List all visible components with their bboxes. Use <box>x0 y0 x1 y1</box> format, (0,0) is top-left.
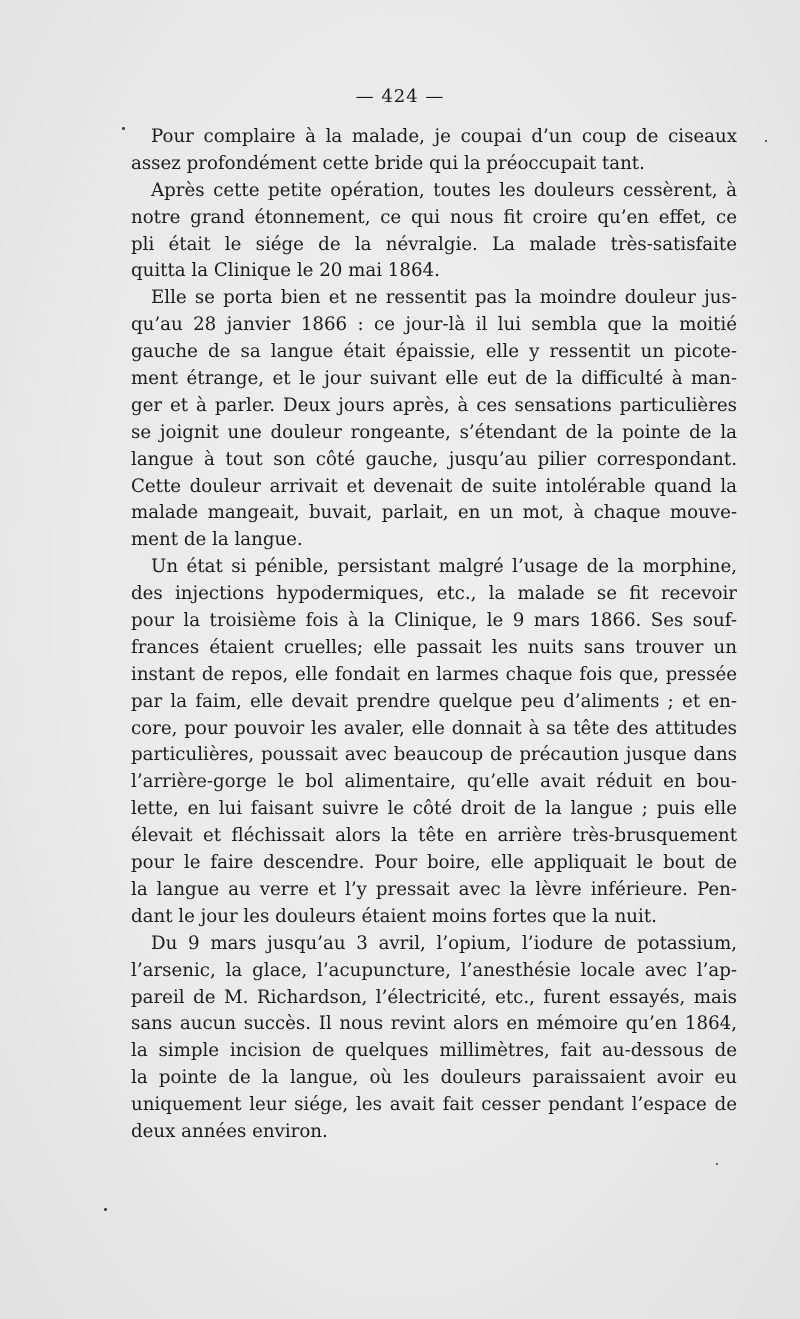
paragraph-2 <box>131 178 737 286</box>
text-line: deux années environ. <box>131 1120 328 1142</box>
text-line: Un état si pénible, persistant malgré l’usage de la morphine, <box>151 556 737 578</box>
text-line: des injections hypodermiques, etc., la malade se fit recevoir <box>131 583 737 605</box>
text-line: l’arsenic, la glace, l’acupuncture, l’anesthésie locale avec l’ap- <box>131 959 737 981</box>
paragraph-5 <box>131 931 737 1146</box>
text-line: Cette douleur arrivait et devenait de suite intolérable quand la <box>131 475 737 497</box>
text-line: notre grand étonnement, ce qui nous fit croire qu’en effet, ce <box>131 206 737 228</box>
scan-speck <box>716 1163 718 1165</box>
scan-speck <box>104 1208 107 1211</box>
text-line: ger et à parler. Deux jours après, à ces sensations particulières <box>131 394 737 416</box>
text-line: gauche de sa langue était épaissie, elle y ressentit un picote- <box>131 341 737 363</box>
paragraph-4 <box>131 554 737 930</box>
text-line: sans aucun succès. Il nous revint alors en mémoire qu’en 1864, <box>131 1013 737 1035</box>
text-line: Elle se porta bien et ne ressentit pas la moindre douleur jus- <box>151 287 737 309</box>
text-line: lette, en lui faisant suivre le côté droit de la langue ; puis elle <box>131 798 737 820</box>
text-line: instant de repos, elle fondait en larmes chaque fois que, pressée <box>131 663 737 685</box>
page-number: — 424 — <box>355 86 445 107</box>
text-line: pour la troisième fois à la Clinique, le 9 mars 1866. Ses souf- <box>131 610 737 632</box>
text-line: l’arrière-gorge le bol alimentaire, qu’elle avait réduit en bou- <box>131 771 737 793</box>
text-line: qu’au 28 janvier 1866 : ce jour-là il lui sembla que la moitié <box>131 314 737 336</box>
text-line: core, pour pouvoir les avaler, elle donnait à sa tête des attitudes <box>131 717 737 739</box>
text-line: uniquement leur siége, les avait fait cesser pendant l’espace de <box>131 1094 737 1116</box>
text-line: la langue au verre et l’y pressait avec la lèvre inférieure. Pen- <box>131 878 737 900</box>
text-line: la simple incision de quelques millimètres, fait au-dessous de <box>131 1040 737 1062</box>
text-line: langue à tout son côté gauche, jusqu’au pilier correspondant. <box>131 448 737 470</box>
text-line: Après cette petite opération, toutes les douleurs cessèrent, à <box>151 179 737 201</box>
text-line: par la faim, elle devait prendre quelque peu d’aliments ; et en- <box>131 690 737 712</box>
text-line: ment de la langue. <box>131 529 303 551</box>
text-line: dant le jour les douleurs étaient moins fortes que la nuit. <box>131 905 657 927</box>
paragraph-3 <box>131 285 737 554</box>
text-line: malade mangeait, buvait, parlait, en un mot, à chaque mouve- <box>131 502 737 524</box>
text-line: Pour complaire à la malade, je coupai d’un coup de ciseaux <box>151 126 737 147</box>
text-line: la pointe de la langue, où les douleurs paraissaient avoir eu <box>131 1067 737 1089</box>
scan-speck <box>122 127 125 130</box>
text-line: particulières, poussait avec beaucoup de précaution jusque dans <box>131 744 737 766</box>
text-line: pli était le siége de la névralgie. La malade très-satisfaite <box>131 233 737 255</box>
paragraph-1 <box>131 124 737 178</box>
text-line: ment étrange, et le jour suivant elle eut de la difficulté à man- <box>131 368 737 390</box>
text-line: frances étaient cruelles; elle passait les nuits sans trouver un <box>131 636 737 658</box>
text-line: Du 9 mars jusqu’au 3 avril, l’opium, l’iodure de potassium, <box>151 932 737 954</box>
text-line: quitta la Clinique le 20 mai 1864. <box>131 260 440 282</box>
text-line: se joignit une douleur rongeante, s’étendant de la pointe de la <box>131 421 737 443</box>
scan-speck <box>765 140 767 142</box>
text-line: pour le faire descendre. Pour boire, elle appliquait le bout de <box>131 852 737 874</box>
text-line: assez profondément cette bride qui la préoccupait tant. <box>131 152 645 174</box>
text-line: pareil de M. Richardson, l’électricité, etc., furent essayés, mais <box>131 986 737 1008</box>
text-line: élevait et fléchissait alors la tête en arrière très-brusquement <box>131 825 737 847</box>
body-text <box>131 124 737 1146</box>
